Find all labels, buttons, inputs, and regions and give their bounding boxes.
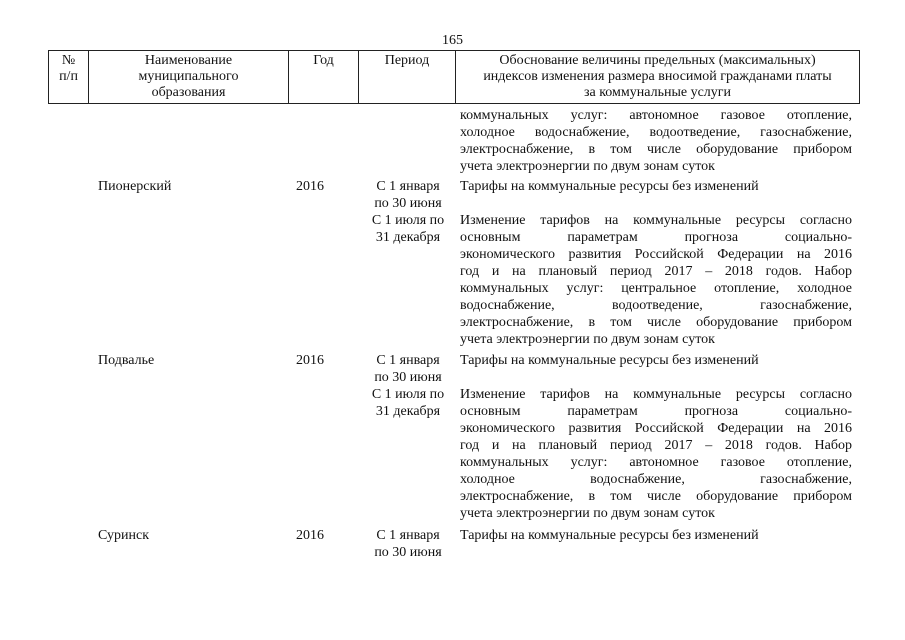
text-line: коммунальных услуг: автономное газовое отопление, [460, 455, 852, 470]
year: 2016 [296, 179, 324, 194]
period-first-half: С 1 января по 30 июня [374, 353, 442, 385]
text-line: водоснабжение, водоотведение, газоснабжение, [460, 298, 852, 313]
text-line: электроснабжение, в том числе оборудование прибором [460, 489, 852, 504]
period-first-half: С 1 января по 30 июня [374, 528, 442, 560]
justification-second-half [460, 386, 852, 522]
text-line: электроснабжение, в том числе оборудование прибором [460, 142, 852, 157]
header-period: Период [358, 51, 455, 103]
justification-first-half: Тарифы на коммунальные ресурсы без изменений [460, 179, 759, 194]
text-line: холодное водоснабжение, водоотведение, газоснабжение, [460, 125, 852, 140]
header-num: № п/п [48, 51, 88, 103]
text-line: учета электроэнергии по двум зонам суток [460, 506, 715, 521]
header-justification: Обоснование величины предельных (максимальных) индексов изменения размера вносимой гражданами платы за коммунальные услуги [455, 51, 860, 103]
period-first-half: С 1 января по 30 июня [374, 179, 442, 211]
text-line: электроснабжение, в том числе оборудование прибором [460, 315, 852, 330]
justification-first-half: Тарифы на коммунальные ресурсы без изменений [460, 353, 759, 368]
text-line: холодное водоснабжение, газоснабжение, [460, 472, 852, 487]
year: 2016 [296, 528, 324, 543]
text-line: Изменение тарифов на коммунальные ресурсы согласно [460, 387, 852, 402]
header-name: Наименование муниципального образования [88, 51, 288, 103]
justification-second-half [460, 212, 852, 348]
justification-first-half: Тарифы на коммунальные ресурсы без изменений [460, 528, 759, 543]
text-line: экономического развития Российской Федерации на 2016 [460, 247, 852, 262]
page-number: 165 [442, 33, 463, 48]
text-line: Изменение тарифов на коммунальные ресурсы согласно [460, 213, 852, 228]
text-line: основным параметрам прогноза социально- [460, 404, 852, 419]
period-second-half: С 1 июля по 31 декабря [371, 387, 445, 419]
municipality-name: Подвалье [98, 353, 155, 368]
text-line: год и на плановый период 2017 – 2018 годов. Набор [460, 264, 852, 279]
municipality-name: Пионерский [98, 179, 172, 194]
text-line: год и на плановый период 2017 – 2018 годов. Набор [460, 438, 852, 453]
text-line: учета электроэнергии по двум зонам суток [460, 159, 715, 174]
text-line: коммунальных услуг: центральное отопление, холодное [460, 281, 852, 296]
continuation-text [460, 107, 852, 175]
municipality-name: Суринск [98, 528, 149, 543]
table-header [48, 50, 860, 104]
period-second-half: С 1 июля по 31 декабря [371, 213, 445, 245]
header-year: Год [288, 51, 358, 103]
text-line: основным параметрам прогноза социально- [460, 230, 852, 245]
year: 2016 [296, 353, 324, 368]
text-line: экономического развития Российской Федерации на 2016 [460, 421, 852, 436]
text-line: учета электроэнергии по двум зонам суток [460, 332, 715, 347]
text-line: коммунальных услуг: автономное газовое отопление, [460, 108, 852, 123]
